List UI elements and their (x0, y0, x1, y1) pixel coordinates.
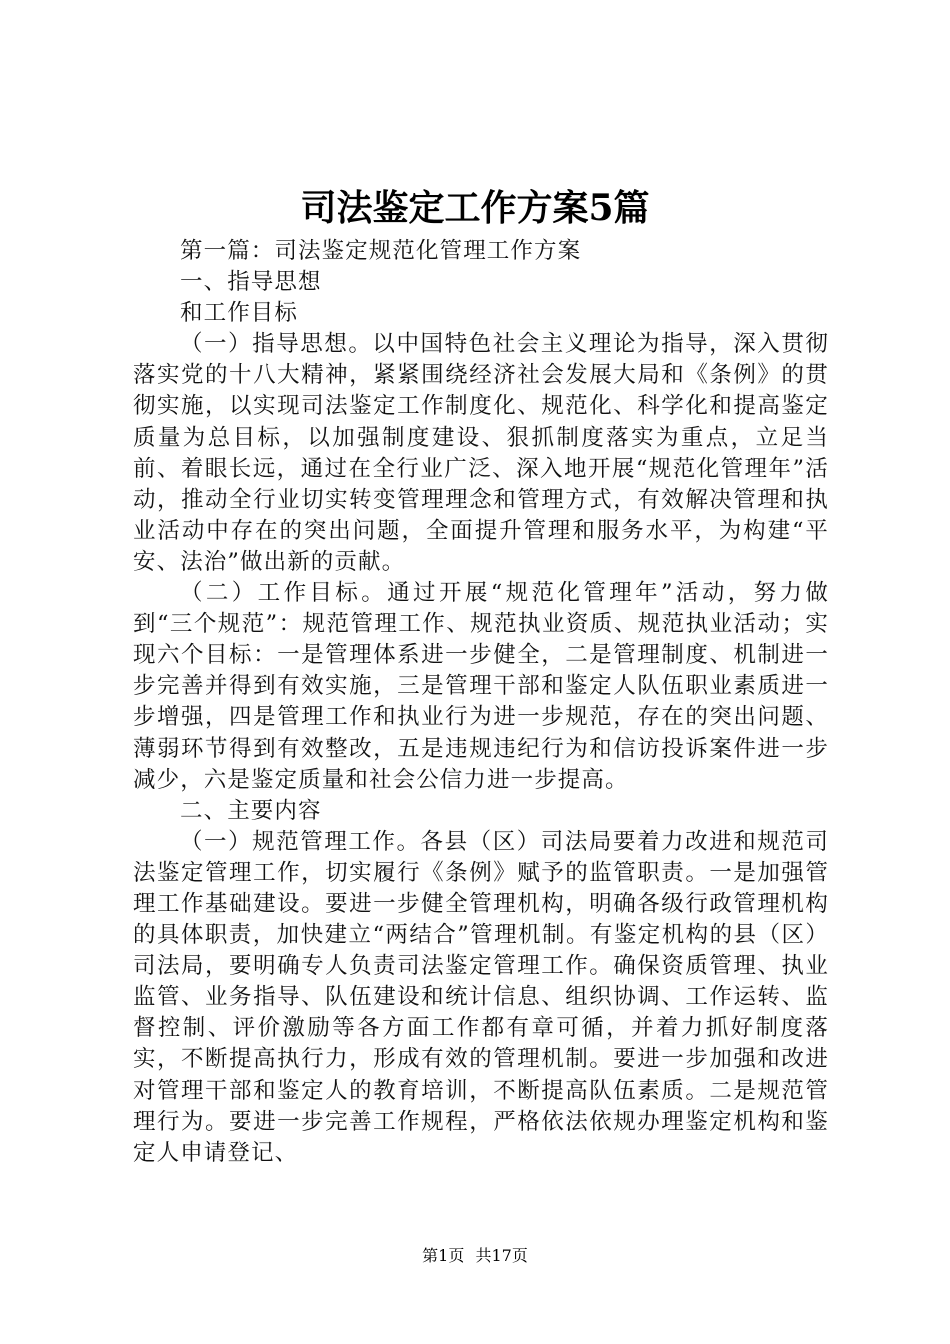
document-body (133, 236, 829, 1169)
section-heading: 和工作目标 (180, 300, 299, 327)
section-heading: 一、指导思想 (180, 269, 322, 296)
section-heading: 二、主要内容 (180, 797, 322, 824)
page-total: 共17页 (475, 1246, 528, 1265)
body-paragraph: （一）指导思想。以中国特色社会主义理论为指导，深入贯彻落实党的十八大精神，紧紧围绕经济社会发展大局和《条例》的贯彻实施，以实现司法鉴定工作制度化、规范化、科学化和提高鉴定质量为总目标，以加强制度建设、狠抓制度落实为重点，立足当前、着眼长远，通过在全行业广泛、深入地开展“规范化管理年”活动，推动全行业切实转变管理理念和管理方式，有效解决管理和执业活动中存在的突出问题，全面提升管理和服务水平，为构建“平安、法治”做出新的贡献。 (133, 331, 829, 575)
document-title: 司法鉴定工作方案5篇 (300, 187, 650, 229)
page-footer (0, 1244, 950, 1268)
section-heading: 第一篇：司法鉴定规范化管理工作方案 (180, 238, 582, 264)
page-number: 第1页 (422, 1246, 465, 1265)
body-paragraph: （二）工作目标。通过开展“规范化管理年”活动，努力做到“三个规范”：规范管理工作、规范执业资质、规范执业活动；实现六个目标：一是管理体系进一步健全，二是管理制度、机制进一步完善并得到有效实施，三是管理干部和鉴定人队伍职业素质进一步增强，四是管理工作和执业行为进一步规范，存在的突出问题、薄弱环节得到有效整改，五是违规违纪行为和信访投诉案件进一步减少，六是鉴定质量和社会公信力进一步提高。 (133, 580, 829, 793)
body-paragraph: （一）规范管理工作。各县（区）司法局要着力改进和规范司法鉴定管理工作，切实履行《条例》赋予的监管职责。一是加强管理工作基础建设。要进一步健全管理机构，明确各级行政管理机构的具体职责，加快建立“两结合”管理机制。有鉴定机构的县（区）司法局，要明确专人负责司法鉴定管理工作。确保资质管理、执业监管、业务指导、队伍建设和统计信息、组织协调、工作运转、监督控制、评价激励等各方面工作都有章可循，并着力抓好制度落实，不断提高执行力，形成有效的管理机制。要进一步加强和改进对管理干部和鉴定人的教育培训，不断提高队伍素质。二是规范管理行为。要进一步完善工作规程，严格依法依规办理鉴定机构和鉴定人申请登记、 (133, 828, 829, 1166)
